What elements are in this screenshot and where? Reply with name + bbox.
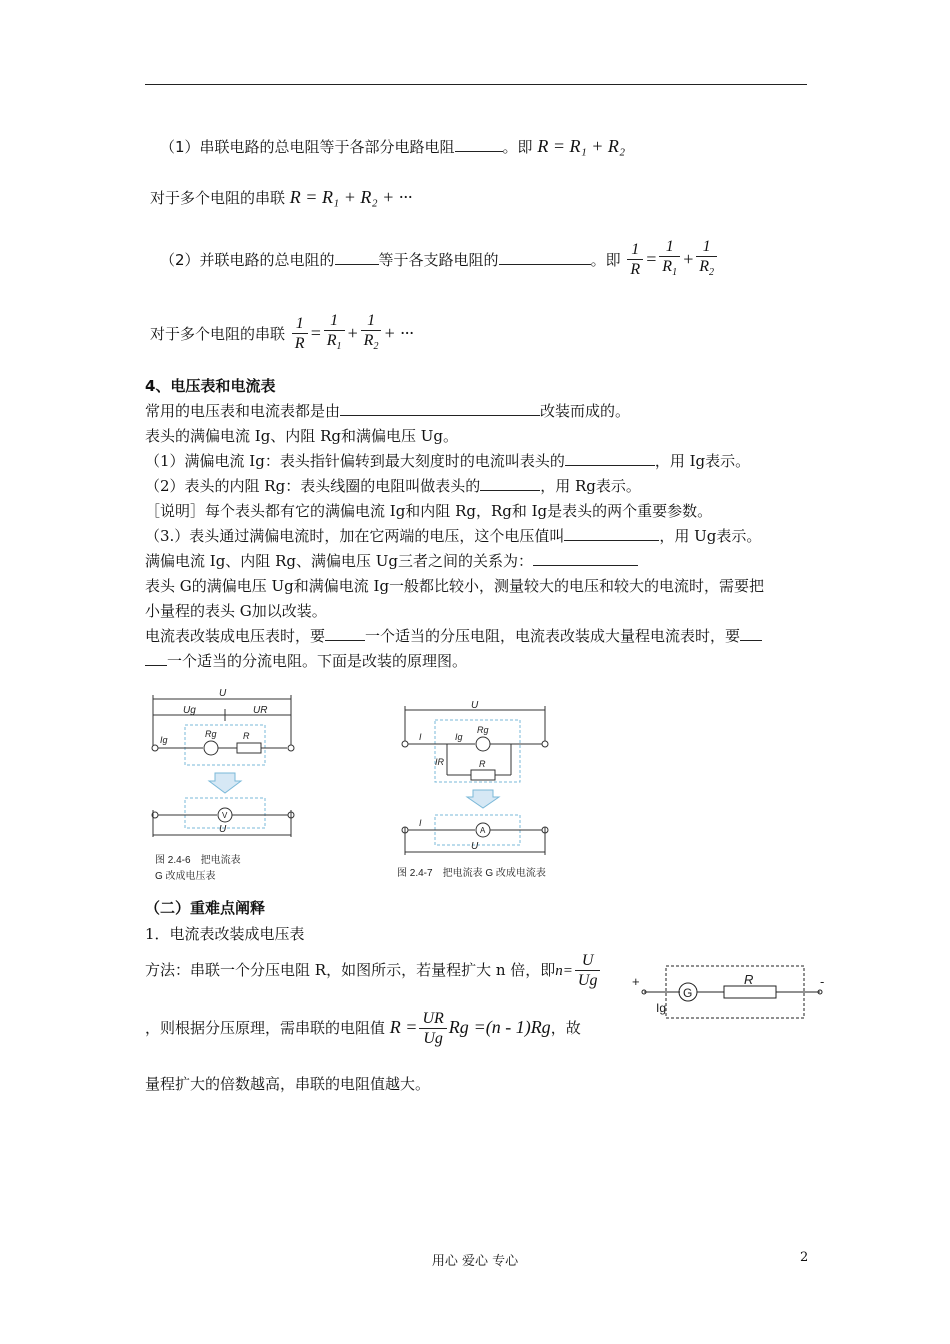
header-rule	[145, 84, 807, 85]
circuit-minus: -	[820, 974, 825, 989]
fig1-label-R: R	[243, 731, 250, 741]
figure-voltmeter-conversion	[145, 685, 305, 885]
method-line	[145, 948, 602, 993]
series-multi-line	[150, 186, 412, 209]
fig1-label-U: U	[219, 688, 227, 699]
series-multi-formula: R = R₁ + R₂ + ···	[289, 187, 413, 207]
fig1-label-Ig: Ig	[160, 735, 168, 745]
blank	[335, 250, 379, 265]
circuit-Ig: Ig	[656, 1001, 667, 1015]
formula-R: R =	[389, 1017, 418, 1037]
fig2-label-U2: U	[471, 841, 479, 852]
series-rule-text: （1）串联电路的总电阻等于各部分电路电阻	[160, 138, 455, 156]
circuit-plus: +	[632, 974, 640, 989]
parallel-rule-middle: 等于各支路电阻的	[378, 251, 499, 269]
fig2-label-Rg: Rg	[477, 725, 489, 735]
blank	[480, 476, 540, 491]
meters-line-9: 小量程的表头 G加以改装。	[145, 602, 327, 620]
blank	[740, 626, 762, 641]
blank	[565, 451, 655, 466]
meters-line-5: ［说明］每个表头都有它的满偏电流 Ig和内阻 Rg，Rg和 Ig是表头的两个重要参数。	[145, 502, 713, 520]
parallel-rule-suffix: 。即	[590, 251, 621, 269]
fig1-label-V: V	[222, 811, 228, 820]
frac-1-over-R1: $\frac{1}{R_1}$	[659, 238, 680, 283]
fig1-label-Rg: Rg	[205, 729, 217, 739]
then-text: ，则根据分压原理，需串联的电阻值	[145, 1019, 386, 1037]
parallel-rule-line: （2）并联电路的总电阻的 等于各支路电阻的 。即 $\frac{1}{R}$ = $\frac{1}{R_1}$ + $\frac{1}{R_2}$	[160, 236, 719, 283]
circuit-G: G	[683, 986, 693, 1000]
blank	[564, 526, 659, 541]
fig2-label-I: I	[419, 732, 422, 742]
figure-ammeter-conversion	[395, 700, 570, 885]
series-formula: R = R₁ + R₂	[537, 136, 626, 156]
key-points-heading: （二）重难点阐释	[145, 899, 266, 917]
fig1-label-U2: U	[219, 824, 227, 835]
parallel-multi-text: 对于多个电阻的串联	[150, 325, 286, 343]
fig1-caption-1: 图 2.4-6 把电流表	[155, 855, 241, 866]
meters-line-10: 电流表改装成电压表时，要 一个适当的分压电阻，电流表改装成大量程电流表时，要	[145, 625, 762, 647]
frac-1-over-R: $\frac{1}{R}$	[292, 315, 308, 354]
blank	[455, 137, 503, 152]
footer-center: 用心 爱心 专心	[431, 1254, 519, 1269]
meters-line-11: 一个适当的分流电阻。下面是改装的原理图。	[145, 650, 467, 672]
circuit-R: R	[744, 972, 754, 987]
frac-1-over-R2: $\frac{1}{R_2}$	[361, 312, 382, 357]
fig1-label-Ug: Ug	[183, 705, 196, 716]
meters-line-8: 表头 G的满偏电压 Ug和满偏电流 Ig一般都比较小，测量较大的电压和较大的电流时，需要把	[145, 577, 765, 595]
meters-line-7: 满偏电流 Ig、内阻 Rg、满偏电压 Ug三者之间的关系为：	[145, 550, 638, 572]
fig2-label-Ig: Ig	[455, 732, 463, 742]
formula-tail: =(n - 1)Rg	[473, 1017, 551, 1037]
parallel-multi-line: 对于多个电阻的串联 $\frac{1}{R}$ = $\frac{1}{R_1}$ + $\frac{1}{R_2}$ + ···	[150, 310, 414, 357]
fig2-label-A: A	[480, 826, 486, 835]
meters-line-3: （1）满偏电流 Ig：表头指针偏转到最大刻度时的电流叫表头的 ，用 Ig表示。	[145, 452, 751, 470]
meters-line-4: （2）表头的内阻 Rg：表头线圈的电阻叫做表头的 ，用 Rg表示。	[145, 477, 641, 495]
frac-1-over-R1: $\frac{1}{R_1}$	[324, 312, 345, 357]
n-equals: n=	[555, 963, 573, 979]
meters-line-6: （3.）表头通过满偏电流时，加在它两端的电压，这个电压值叫 ，用 Ug表示。	[145, 527, 762, 545]
meters-line-2: 表头的满偏电流 Ig、内阻 Rg和满偏电压 Ug。	[145, 427, 458, 445]
figure-series-resistor-circuit	[628, 960, 828, 1030]
blank	[145, 651, 167, 666]
key-points-item-1: 1．电流表改装成电压表	[145, 925, 305, 943]
frac-U-over-Ug: $\frac{U}{Ug}$	[575, 952, 601, 991]
formula-Rg: Rg	[448, 1017, 469, 1037]
blank	[533, 551, 638, 566]
section-heading-meters: 4、电压表和电流表	[145, 377, 276, 395]
after-text: ，故	[550, 1019, 581, 1037]
fig2-label-I2: I	[419, 818, 422, 828]
blank	[340, 401, 540, 416]
resistor-formula-line	[145, 1005, 581, 1050]
fig2-label-IR: IR	[435, 757, 444, 767]
series-rule-line	[160, 135, 625, 158]
frac-UR-over-Ug: $\frac{UR}{Ug}$	[419, 1010, 446, 1049]
meters-line-1: 常用的电压表和电流表都是由 改装而成的。	[145, 402, 631, 420]
fig1-caption-2: G 改成电压表	[155, 871, 216, 882]
frac-1-over-R2: $\frac{1}{R_2}$	[696, 238, 717, 283]
conclusion-line: 量程扩大的倍数越高，串联的电阻值越大。	[145, 1075, 431, 1093]
method-text: 方法：串联一个分压电阻 R，如图所示，若量程扩大 n 倍，即	[145, 961, 556, 979]
fig2-caption: 图 2.4-7 把电流表 G 改成电流表	[397, 868, 546, 879]
frac-1-over-R: $\frac{1}{R}$	[627, 241, 643, 280]
blank	[325, 626, 365, 641]
series-rule-suffix: 。即	[502, 138, 533, 156]
blank	[499, 250, 591, 265]
fig2-label-U: U	[471, 700, 479, 711]
series-multi-text: 对于多个电阻的串联	[150, 189, 286, 207]
fig1-label-UR: UR	[253, 705, 268, 716]
parallel-rule-text: （2）并联电路的总电阻的	[160, 251, 335, 269]
page-number: 2	[800, 1250, 809, 1265]
fig2-label-R: R	[479, 759, 486, 769]
